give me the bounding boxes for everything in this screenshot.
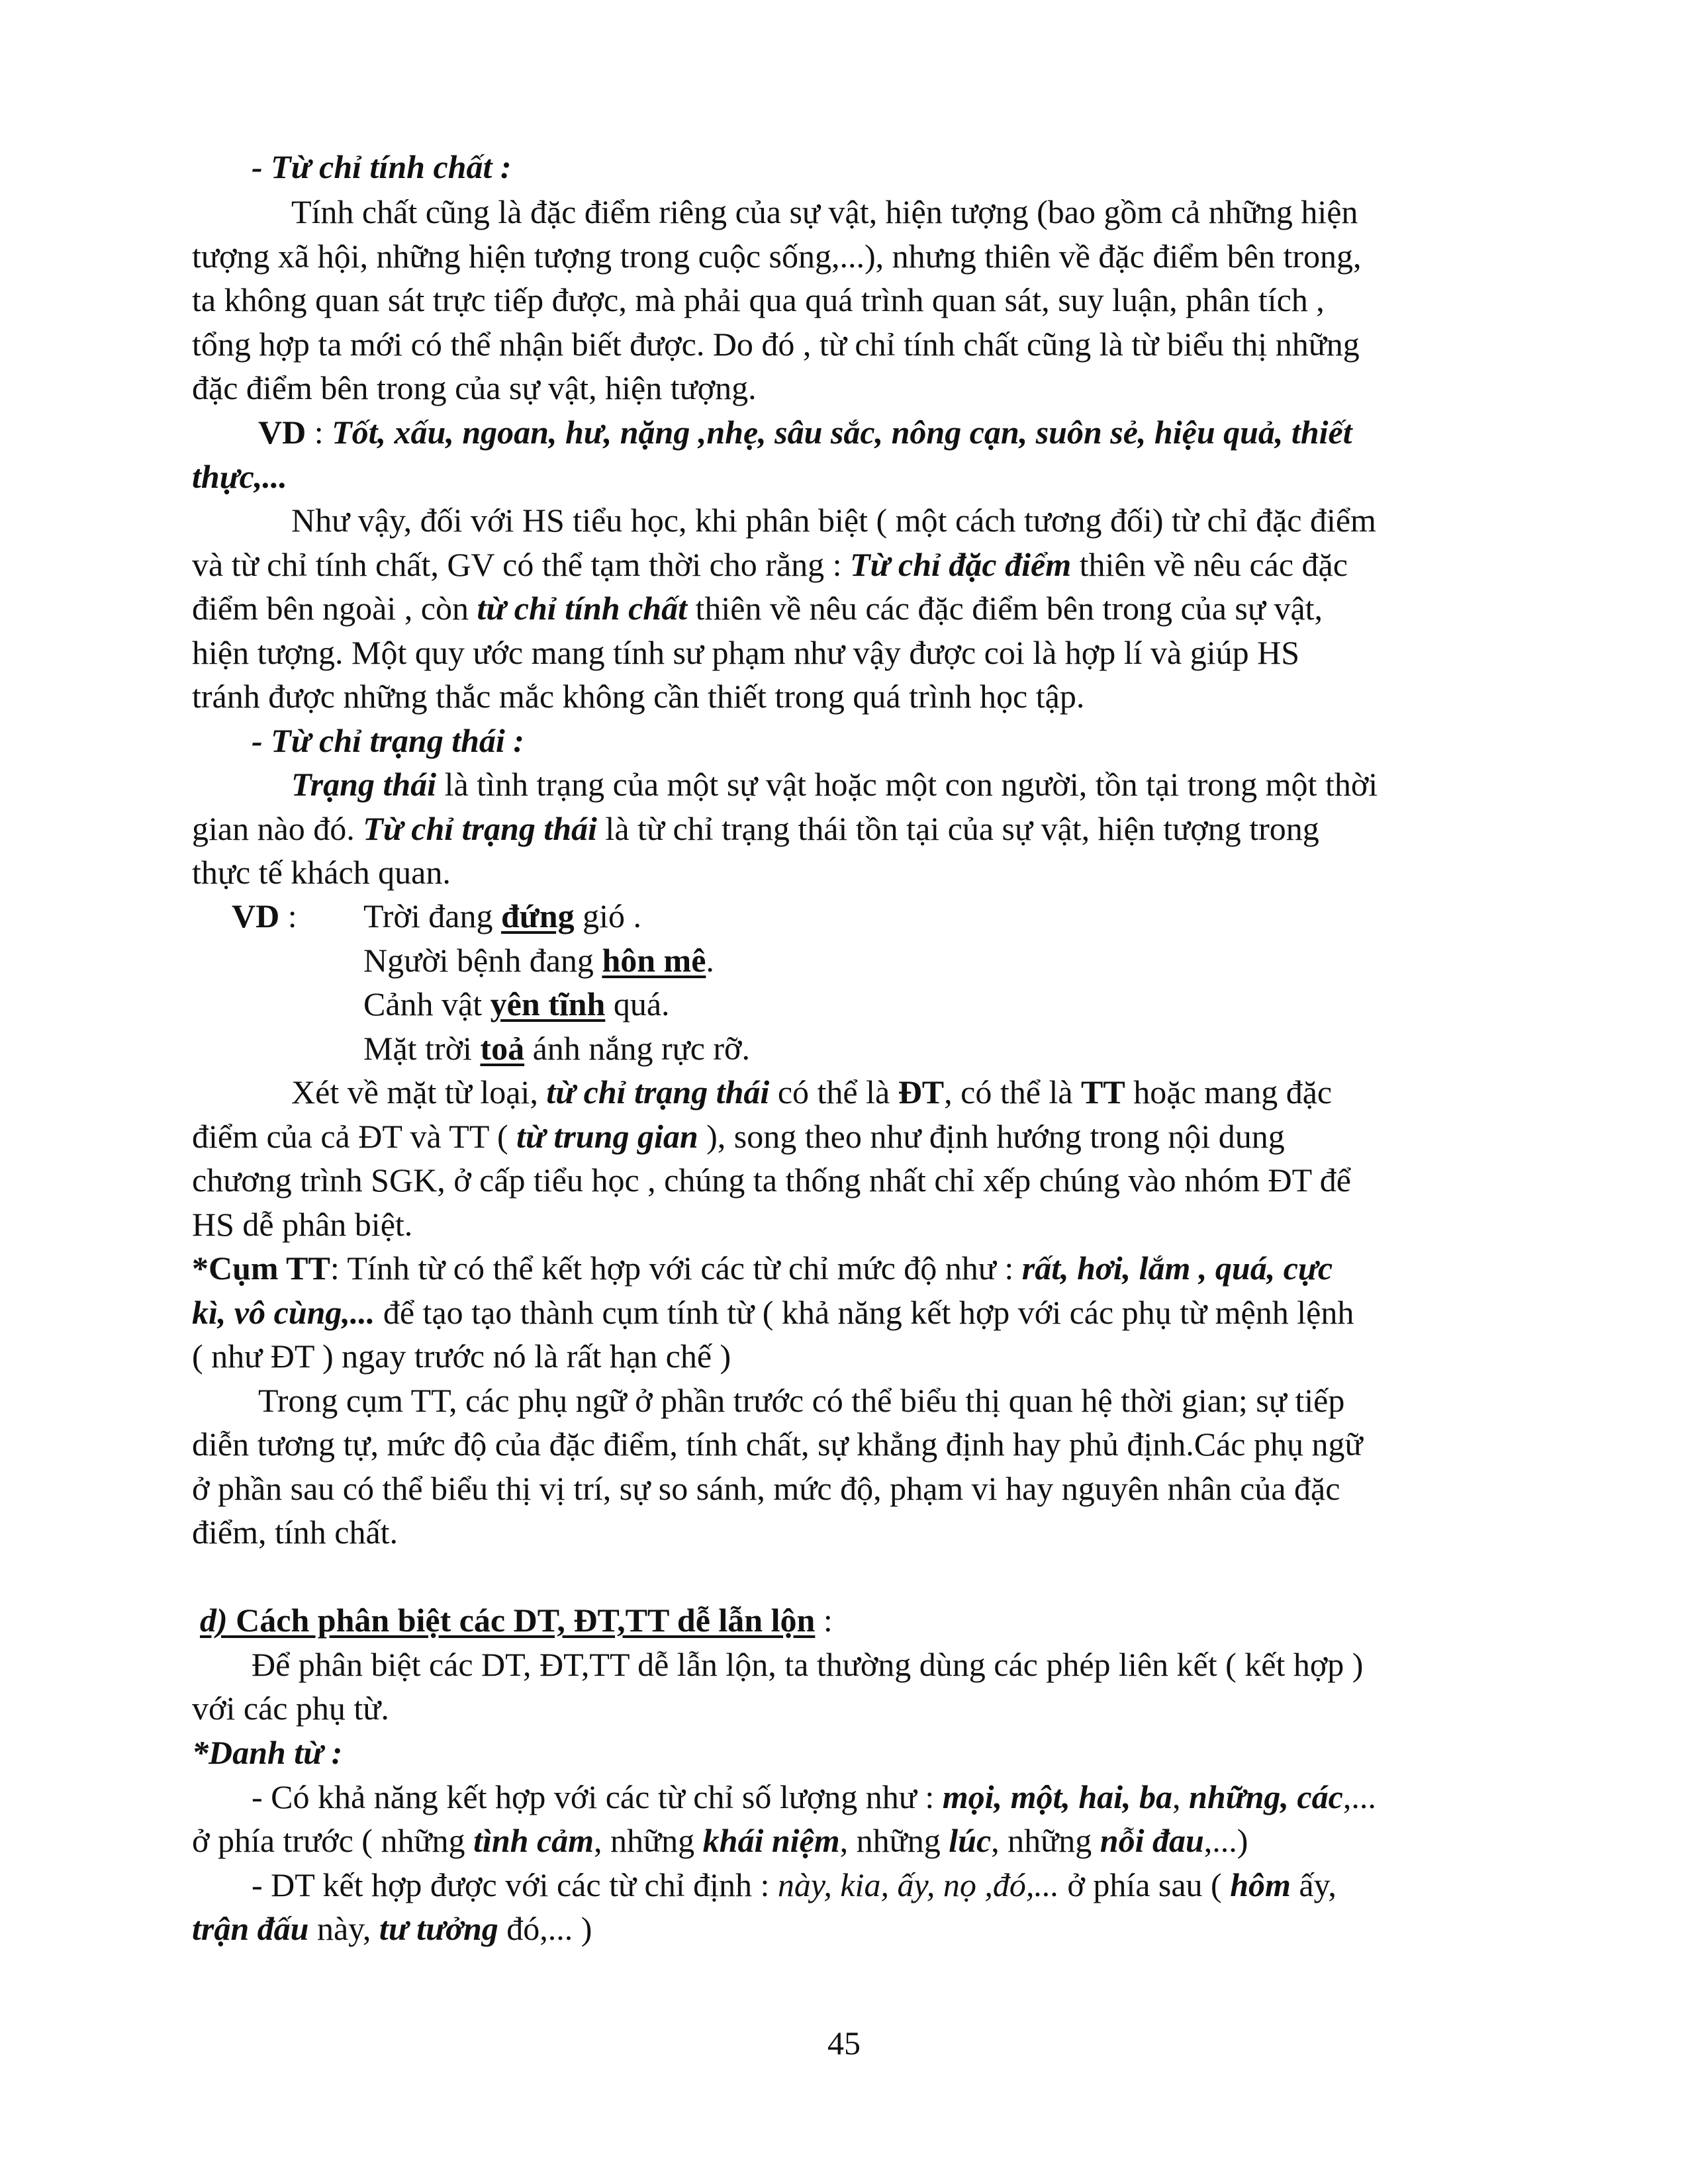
text-run: . bbox=[706, 942, 714, 979]
text-run: Từ chỉ trạng thái bbox=[363, 810, 597, 847]
text-line bbox=[192, 1296, 1354, 1329]
text-line bbox=[200, 1604, 833, 1637]
text-run: Tính chất cũng là đặc điểm riêng của sự vật, hiện tượng (bao gồm cả những hiện bbox=[291, 193, 1358, 230]
text-run: ấy, bbox=[1290, 1866, 1336, 1903]
text-run: yên tĩnh bbox=[490, 985, 606, 1023]
text-line bbox=[192, 1516, 398, 1549]
text-run: : Tính từ có thể kết hợp với các từ chỉ mức độ như : bbox=[330, 1250, 1022, 1287]
text-line bbox=[192, 1824, 1248, 1857]
text-run: với các phụ từ. bbox=[192, 1690, 389, 1727]
text-line bbox=[192, 636, 1299, 669]
text-run: ở phía sau ( bbox=[1058, 1866, 1231, 1903]
text-line bbox=[192, 1163, 1351, 1197]
text-line bbox=[258, 416, 1352, 449]
text-run: ánh nắng rực rỡ. bbox=[524, 1030, 750, 1067]
text-run: tránh được những thắc mắc không cần thiết trong quá trình học tập. bbox=[192, 678, 1085, 715]
text-line bbox=[252, 1648, 1363, 1681]
text-line bbox=[192, 812, 1319, 845]
text-run: đó,... ) bbox=[498, 1910, 592, 1947]
text-run: gió . bbox=[574, 897, 641, 934]
text-run: hôn mê bbox=[602, 942, 706, 979]
text-run: đặc điểm bên trong của sự vật, hiện tượng. bbox=[192, 369, 757, 406]
text-run: , những bbox=[839, 1822, 949, 1859]
text-run: là tình trạng của một sự vật hoặc một con người, tồn tại trong một thời bbox=[436, 766, 1378, 803]
text-run: Tốt, xấu, ngoan, hư, nặng ,nhẹ, sâu sắc, nông cạn, suôn sẻ, hiệu quả, thiết bbox=[332, 414, 1352, 451]
text-line bbox=[192, 371, 757, 404]
text-line bbox=[291, 768, 1378, 801]
text-run: lúc bbox=[949, 1822, 992, 1859]
text-line bbox=[291, 195, 1358, 228]
text-line bbox=[192, 1912, 592, 1945]
text-run: gian nào đó. bbox=[192, 810, 363, 847]
text-run: VD bbox=[232, 897, 280, 934]
text-run: rất, hơi, lắm , quá, cực bbox=[1021, 1250, 1333, 1287]
text-run: tổng hợp ta mới có thể nhận biết được. Do đó , từ chỉ tính chất cũng là từ biểu thị những bbox=[192, 326, 1360, 363]
text-run: d) bbox=[200, 1602, 228, 1639]
text-run: đứng bbox=[500, 897, 575, 934]
text-run: từ trung gian bbox=[516, 1118, 698, 1155]
text-run: Trạng thái bbox=[291, 766, 437, 803]
text-run: toả bbox=[480, 1030, 525, 1067]
text-run: nỗi đau bbox=[1100, 1822, 1204, 1859]
text-run: này, bbox=[308, 1910, 379, 1947]
text-line bbox=[192, 283, 1325, 316]
text-line bbox=[192, 1428, 1363, 1461]
text-run: - Từ chỉ trạng thái : bbox=[252, 722, 524, 759]
text-line bbox=[192, 1208, 412, 1241]
text-run: thực,... bbox=[192, 458, 287, 495]
text-run: *Cụm TT bbox=[192, 1250, 330, 1287]
page-number: 45 bbox=[827, 2025, 861, 2062]
text-run: , bbox=[1172, 1778, 1190, 1815]
text-line bbox=[192, 1120, 1285, 1153]
text-line bbox=[363, 899, 641, 933]
text-line bbox=[291, 504, 1376, 537]
text-line bbox=[192, 856, 451, 889]
text-run: Để phân biệt các DT, ĐT,TT dễ lẫn lộn, ta thường dùng các phép liên kết ( kết hợp ) bbox=[252, 1646, 1364, 1683]
text-run: Người bệnh đang bbox=[363, 942, 602, 979]
text-run: Cách phân biệt các DT, ĐT,TT dễ lẫn lộn bbox=[227, 1602, 816, 1639]
text-line bbox=[192, 240, 1362, 273]
text-run: : bbox=[306, 414, 332, 451]
text-line bbox=[363, 944, 714, 977]
text-run: từ chỉ tính chất bbox=[477, 590, 687, 627]
text-run: khái niệm bbox=[702, 1822, 840, 1859]
text-line bbox=[258, 1384, 1344, 1417]
text-line bbox=[192, 1340, 731, 1373]
text-run: - Có khả năng kết hợp với các từ chỉ số lượng như : bbox=[252, 1778, 943, 1815]
text-line bbox=[192, 328, 1360, 361]
text-run: - DT kết hợp được với các từ chỉ định : bbox=[252, 1866, 778, 1903]
text-line bbox=[192, 460, 287, 493]
text-line bbox=[192, 680, 1084, 713]
text-run: ,...) bbox=[1203, 1822, 1248, 1859]
text-run: , những bbox=[991, 1822, 1100, 1859]
text-run: có thể là bbox=[769, 1073, 898, 1111]
text-run: điểm của cả ĐT và TT ( bbox=[192, 1118, 517, 1155]
text-run: từ chỉ trạng thái bbox=[546, 1073, 770, 1111]
text-run: Trong cụm TT, các phụ ngữ ở phần trước có thể biểu thị quan hệ thời gian; sự tiếp bbox=[258, 1382, 1345, 1419]
text-run: tượng xã hội, những hiện tượng trong cuộc sống,...), nhưng thiên về đặc điểm bên trong, bbox=[192, 238, 1362, 275]
text-line bbox=[252, 1780, 1376, 1813]
text-line bbox=[192, 1736, 342, 1769]
text-line bbox=[192, 1692, 389, 1725]
text-run: những, các bbox=[1189, 1778, 1343, 1815]
text-run: Trời đang bbox=[363, 897, 501, 934]
text-run: Như vậy, đối với HS tiểu học, khi phân biệt ( một cách tương đối) từ chỉ đặc điểm bbox=[291, 502, 1376, 539]
text-run: hôm bbox=[1230, 1866, 1291, 1903]
text-run: thiên về nêu các đặc bbox=[1071, 546, 1348, 583]
text-run: ở phía trước ( những bbox=[192, 1822, 474, 1859]
text-line bbox=[291, 1075, 1332, 1109]
text-run: ĐT bbox=[898, 1073, 945, 1111]
text-run: Mặt trời bbox=[363, 1030, 481, 1067]
text-line bbox=[363, 987, 670, 1021]
text-run: để tạo tạo thành cụm tính từ ( khả năng kết hợp với các phụ từ mệnh lệnh bbox=[375, 1294, 1354, 1331]
text-run: hiện tượng. Một quy ước mang tính sư phạm như vậy được coi là hợp lí và giúp HS bbox=[192, 634, 1300, 671]
text-run: ở phần sau có thể biểu thị vị trí, sự so sánh, mức độ, phạm vi hay nguyên nhân của đặc bbox=[192, 1470, 1340, 1507]
text-run: trận đấu bbox=[192, 1910, 309, 1947]
text-run: Xét về mặt từ loại, bbox=[291, 1073, 547, 1111]
text-run: HS dễ phân biệt. bbox=[192, 1206, 413, 1243]
text-run: : bbox=[279, 897, 297, 934]
text-run: tình cảm bbox=[473, 1822, 594, 1859]
text-line bbox=[192, 1251, 1333, 1285]
text-run: này, kia, ấy, nọ ,đó,... bbox=[777, 1866, 1059, 1903]
text-run: diễn tương tự, mức độ của đặc điểm, tính chất, sự khẳng định hay phủ định.Các phụ ngữ bbox=[192, 1426, 1363, 1463]
text-run: TT bbox=[1081, 1073, 1125, 1111]
text-run: , có thể là bbox=[944, 1073, 1082, 1111]
text-run: là từ chỉ trạng thái tồn tại của sự vật, hiện tượng trong bbox=[596, 810, 1319, 847]
text-run: kì, vô cùng,... bbox=[192, 1294, 375, 1331]
text-run: , những bbox=[594, 1822, 703, 1859]
text-run: ,... bbox=[1342, 1778, 1376, 1815]
text-run: Từ chỉ đặc điểm bbox=[850, 546, 1072, 583]
text-line bbox=[232, 899, 297, 933]
text-run: *Danh từ : bbox=[192, 1734, 343, 1771]
text-line bbox=[363, 1032, 750, 1065]
text-run: thực tế khách quan. bbox=[192, 854, 451, 891]
text-run: hoặc mang đặc bbox=[1125, 1073, 1333, 1111]
text-line bbox=[192, 1472, 1340, 1505]
text-run: - Từ chỉ tính chất : bbox=[252, 148, 512, 185]
text-run: quá. bbox=[605, 985, 670, 1023]
text-run: ), song theo như định hướng trong nội dung bbox=[698, 1118, 1285, 1155]
text-run: tư tưởng bbox=[379, 1910, 498, 1947]
text-run: ta không quan sát trực tiếp được, mà phải qua quá trình quan sát, suy luận, phân tích , bbox=[192, 281, 1325, 318]
text-line bbox=[252, 1868, 1336, 1901]
text-run: điểm bên ngoài , còn bbox=[192, 590, 477, 627]
text-run: chương trình SGK, ở cấp tiểu học , chúng ta thống nhất chỉ xếp chúng vào nhóm ĐT để bbox=[192, 1161, 1351, 1199]
text-line bbox=[192, 592, 1323, 625]
text-run: VD bbox=[258, 414, 306, 451]
text-run: điểm, tính chất. bbox=[192, 1514, 399, 1551]
text-run: mọi, một, hai, ba bbox=[942, 1778, 1173, 1815]
text-run: thiên về nêu các đặc điểm bên trong của sự vật, bbox=[686, 590, 1323, 627]
text-line bbox=[192, 548, 1348, 581]
text-run: : bbox=[815, 1602, 833, 1639]
text-run: và từ chỉ tính chất, GV có thể tạm thời cho rằng : bbox=[192, 546, 851, 583]
text-line bbox=[252, 150, 511, 183]
text-line bbox=[252, 724, 524, 757]
text-run: Cảnh vật bbox=[363, 985, 491, 1023]
text-run: ( như ĐT ) ngay trước nó là rất hạn chế ) bbox=[192, 1338, 731, 1375]
